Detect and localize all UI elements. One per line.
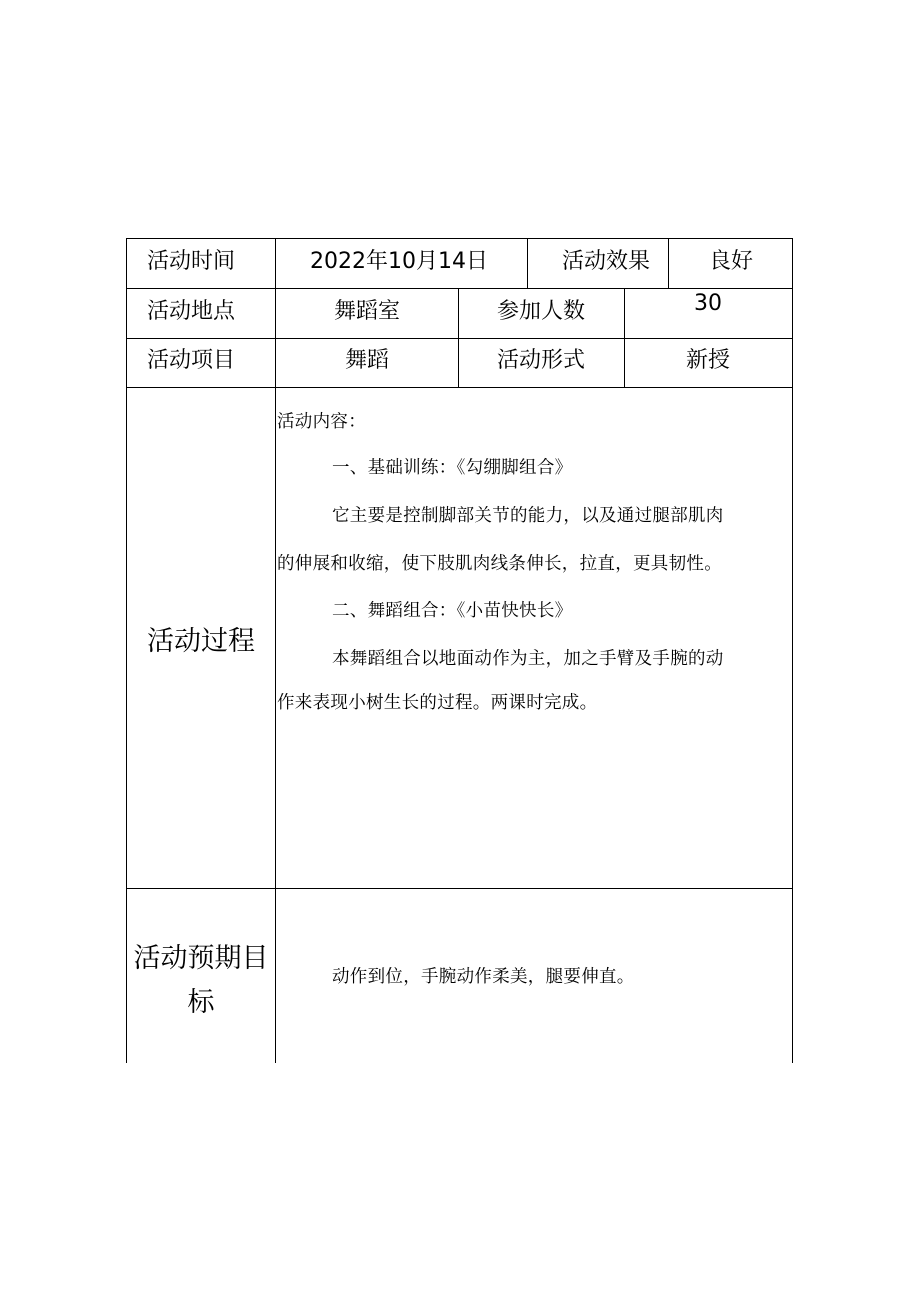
table-left-border [126, 238, 127, 1063]
item1-title: 一、基础训练：《勾绷脚组合》 [332, 458, 573, 478]
row-divider-2 [126, 338, 793, 339]
activity-project-value: 舞蹈 [344, 348, 390, 373]
row23-divider-a [458, 288, 459, 387]
activity-form-label: 活动形式 [496, 348, 586, 373]
table-right-border [792, 238, 793, 1063]
expected-goal-label-line2: 标 [187, 987, 215, 1018]
label-column-divider [275, 238, 276, 1063]
activity-process-label: 活动过程 [147, 626, 255, 657]
row1-divider-a [527, 238, 528, 288]
item1-text-line1: 它主要是控制脚部关节的能力，以及通过腿部肌肉 [332, 506, 724, 526]
row1-divider-b [668, 238, 669, 288]
participant-count-value: 30 [694, 291, 722, 316]
expected-goal-text: 动作到位，手腕动作柔美，腿要伸直。 [332, 967, 635, 987]
item2-text-line2: 作来表现小树生长的过程。两课时完成。 [277, 693, 598, 713]
row-divider-1 [126, 288, 793, 289]
activity-effect-label: 活动效果 [561, 249, 651, 274]
activity-effect-value: 良好 [708, 249, 754, 274]
expected-goal-label-line1: 活动预期目 [133, 943, 269, 974]
content-heading: 活动内容： [277, 412, 366, 432]
item2-text-line1: 本舞蹈组合以地面动作为主，加之手臂及手腕的动 [332, 649, 724, 669]
item1-text-line2: 的伸展和收缩，使下肢肌肉线条伸长，拉直，更具韧性。 [277, 554, 722, 574]
participant-count-label: 参加人数 [496, 299, 586, 324]
activity-project-label: 活动项目 [146, 348, 236, 373]
row-divider-3 [126, 387, 793, 388]
activity-time-value: 2022年10月14日 [310, 249, 488, 274]
activity-time-label: 活动时间 [146, 249, 236, 274]
activity-place-value: 舞蹈室 [333, 299, 401, 324]
item2-title: 二、舞蹈组合：《小苗快快长》 [332, 601, 573, 621]
row23-divider-b [624, 288, 625, 387]
row-divider-4 [126, 888, 793, 889]
table-top-border [126, 238, 793, 239]
activity-place-label: 活动地点 [146, 299, 236, 324]
activity-form-value: 新授 [685, 348, 731, 373]
